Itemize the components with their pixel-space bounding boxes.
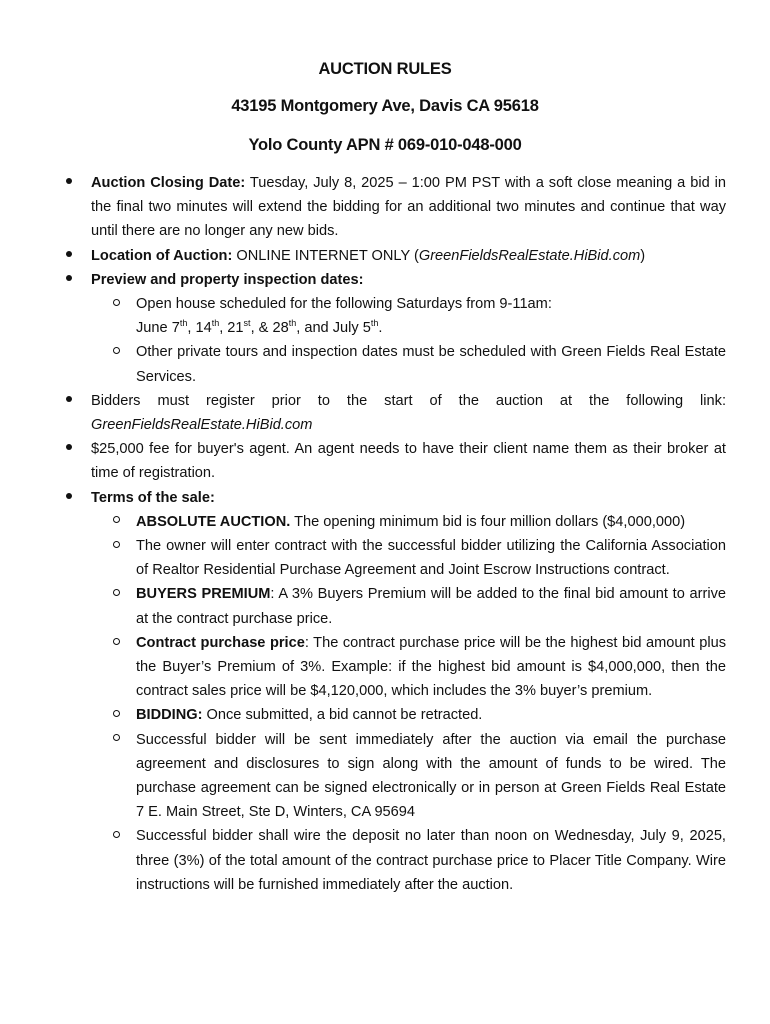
contract-text: The owner will enter contract with the successful bidder utilizing the California Association of Realtor Residential Purchase Agreement and Joint Escrow Instructions contract. — [136, 538, 726, 579]
closing-date-label: Auction Closing Date: — [91, 175, 246, 191]
circle-bullet-icon — [113, 582, 120, 606]
bullet-icon — [66, 437, 72, 461]
location-label: Location of Auction: — [91, 247, 233, 264]
document-title: AUCTION RULES — [318, 60, 452, 78]
sub-item-absolute-auction — [0, 510, 770, 534]
property-address: 43195 Montgomery Ave, Davis CA 95618 — [231, 97, 539, 115]
sub-item-private-tours — [0, 340, 770, 388]
circle-bullet-icon — [113, 292, 120, 316]
contract-price-text: : The contract purchase price will be the highest bid amount plus the Buyer’s Premium of 3%. Example: if the highest bid amount is $4,000,000, then the contract sales price will be $4,120,000, which includes the 3% buyer’s premium. — [136, 634, 726, 700]
contract-price-label: Contract purchase price — [136, 634, 305, 651]
sub-item-contract — [0, 534, 770, 582]
location-text: ONLINE INTERNET ONLY ( — [232, 247, 419, 264]
list-item-register — [0, 389, 770, 437]
terms-label: Terms of the sale: — [91, 489, 215, 506]
circle-bullet-icon — [113, 340, 120, 364]
open-house-text: Open house scheduled for the following Saturdays from 9-11am: — [136, 296, 552, 313]
absolute-auction-text: The opening minimum bid is four million dollars ($4,000,000) — [290, 513, 686, 530]
property-apn: Yolo County APN # 069-010-048-000 — [248, 136, 522, 154]
sub-item-wire-deposit — [0, 824, 770, 897]
open-house-dates: June 7th, 14th, 21st, & 28th, and July 5th. — [136, 318, 383, 337]
sub-item-bidding — [0, 703, 770, 727]
bullet-icon — [66, 268, 72, 292]
agent-fee-text: $25,000 fee for buyer's agent. An agent needs to have their client name them as their broker at time of registration. — [91, 441, 726, 482]
successful-bidder-text: Successful bidder will be sent immediately after the auction via email the purchase agreement and disclosures to sign along with the amount of funds to be wired. The purchase agreement can be signed electronically or in person at Green Fields Real Estate 7 E. Main Street, Ste D, Winters, CA 95694 — [136, 731, 726, 821]
register-text: Bidders must register prior to the start of the auction at the following link: — [91, 392, 726, 409]
sub-item-successful-bidder — [0, 728, 770, 825]
rules-list — [0, 171, 770, 897]
absolute-auction-label: ABSOLUTE AUCTION. — [136, 513, 291, 530]
buyers-premium-text: : A 3% Buyers Premium will be added to the final bid amount to arrive at the contract purchase price. — [136, 586, 726, 627]
buyers-premium-label: BUYERS PREMIUM — [136, 586, 271, 603]
list-item-closing-date — [0, 171, 770, 244]
preview-label: Preview and property inspection dates: — [91, 271, 364, 288]
list-item-agent-fee — [0, 437, 770, 485]
closing-date-text: Tuesday, July 8, 2025 – 1:00 PM PST with a soft close meaning a bid in the final two minutes will extend the bidding for an additional two minutes and continue that way until there are no longer any new bids. — [91, 175, 726, 240]
bidding-text: Once submitted, a bid cannot be retracted. — [202, 707, 483, 724]
list-item-preview — [0, 268, 770, 292]
wire-deposit-text: Successful bidder shall wire the deposit no later than noon on Wednesday, July 9, 2025, three (3%) of the total amount of the contract purchase price to Placer Title Company. Wire instructions will be furnished immediately after the auction. — [136, 828, 726, 893]
location-text-end: ) — [640, 247, 646, 264]
bullet-icon — [66, 244, 72, 268]
list-item-terms — [0, 486, 770, 510]
sub-item-contract-price — [0, 631, 770, 704]
circle-bullet-icon — [113, 728, 120, 752]
list-item-location — [0, 244, 770, 268]
register-link[interactable]: GreenFieldsRealEstate.HiBid.com — [91, 417, 313, 434]
circle-bullet-icon — [113, 534, 120, 558]
bullet-icon — [66, 389, 72, 413]
bullet-icon — [66, 171, 72, 195]
private-tours-text: Other private tours and inspection dates must be scheduled with Green Fields Real Estate Services. — [136, 344, 726, 385]
circle-bullet-icon — [113, 824, 120, 848]
circle-bullet-icon — [113, 703, 120, 727]
location-link[interactable]: GreenFieldsRealEstate.HiBid.com — [418, 247, 641, 264]
sub-item-open-house — [0, 292, 770, 340]
circle-bullet-icon — [113, 631, 120, 655]
circle-bullet-icon — [113, 510, 120, 534]
sub-item-buyers-premium — [0, 582, 770, 630]
bidding-label: BIDDING: — [136, 707, 203, 724]
bullet-icon — [66, 486, 72, 510]
